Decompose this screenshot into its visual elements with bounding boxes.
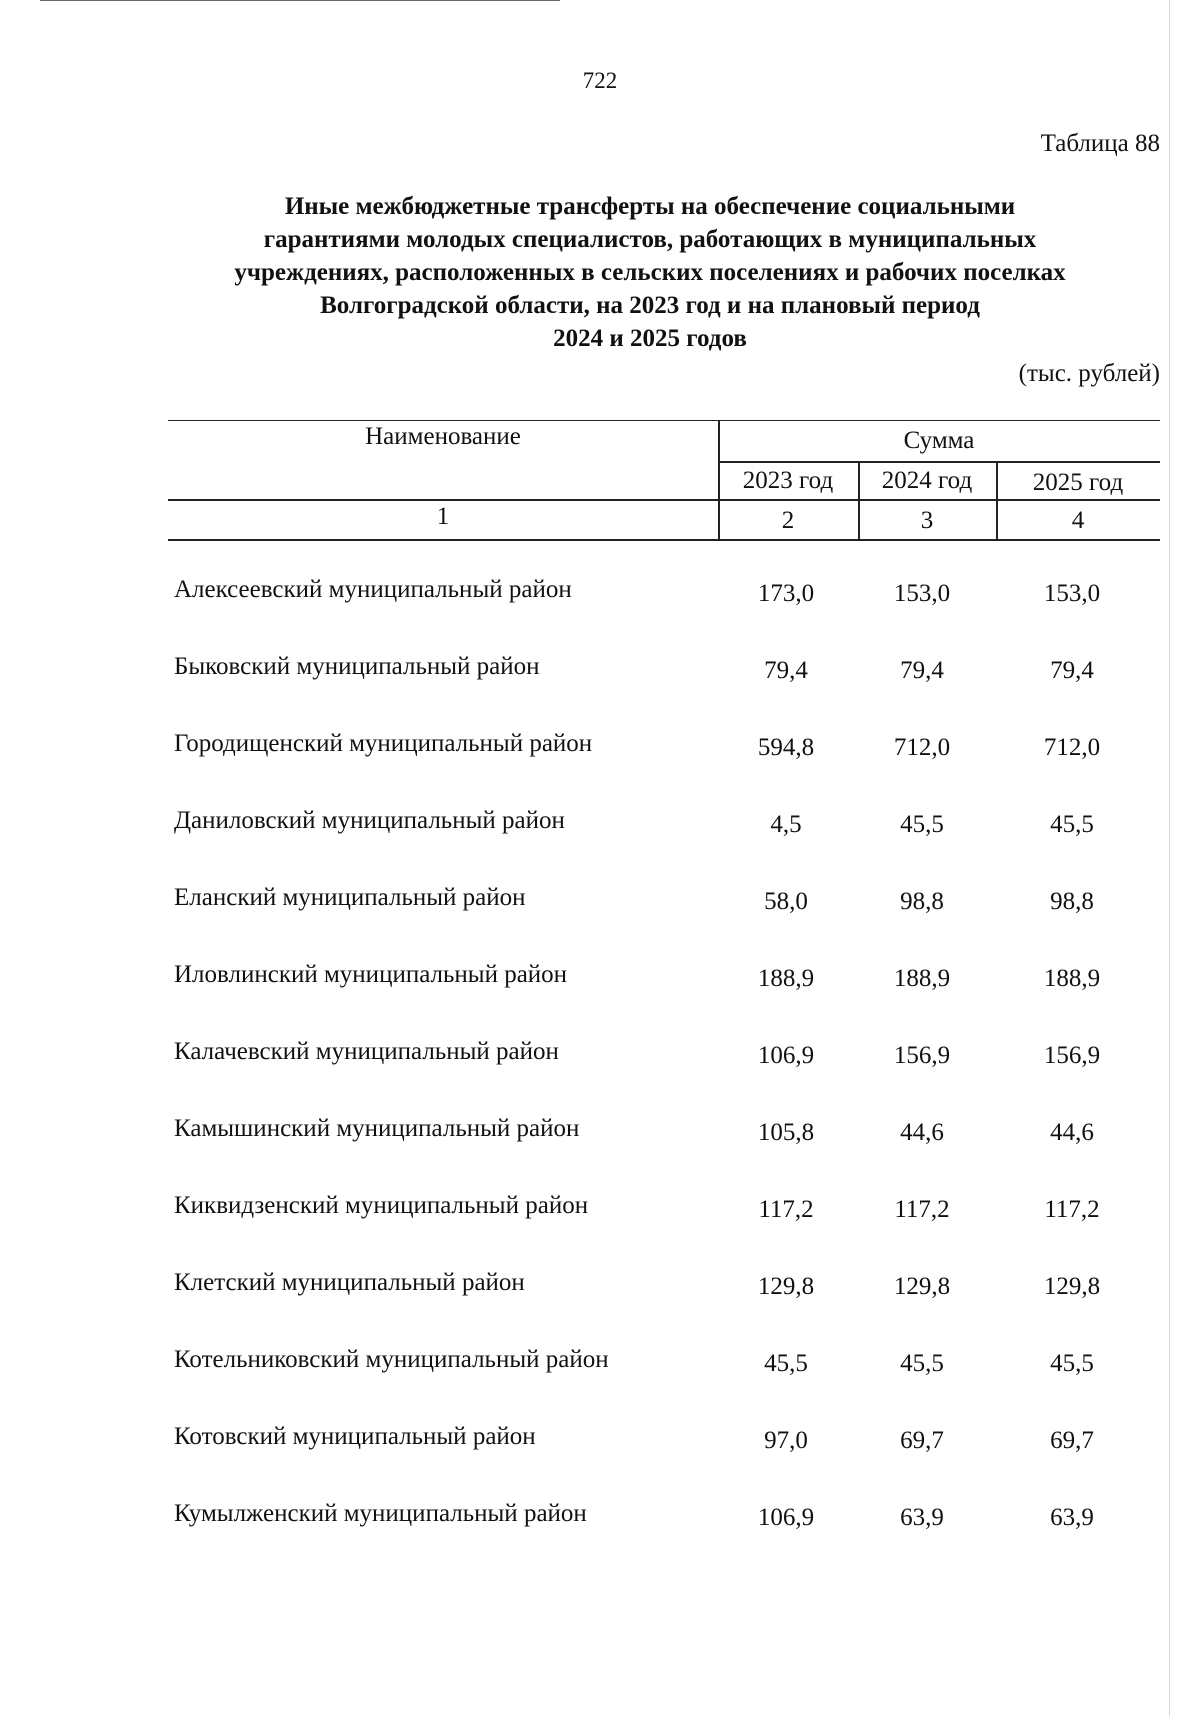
header-year-2023: 2023 год <box>742 467 834 494</box>
value-2025: 45,5 <box>1050 1350 1094 1377</box>
table-header <box>168 420 1160 541</box>
table-row <box>168 1484 1160 1561</box>
row-name: Быковский муниципальный район <box>174 653 540 680</box>
row-name: Кумылженский муниципальный район <box>174 1500 587 1527</box>
value-2023: 79,4 <box>764 657 808 684</box>
value-2023: 58,0 <box>764 888 808 915</box>
row-name: Алексеевский муниципальный район <box>174 576 572 603</box>
row-name: Еланский муниципальный район <box>174 884 526 911</box>
table-row <box>168 1176 1160 1253</box>
value-2023: 117,2 <box>758 1196 814 1223</box>
value-2023: 97,0 <box>764 1427 808 1454</box>
value-2025: 79,4 <box>1050 657 1094 684</box>
table-row <box>168 945 1160 1022</box>
value-2024: 712,0 <box>893 734 951 761</box>
row-name: Городищенский муниципальный район <box>174 730 593 757</box>
title-line: учреждениях, расположенных в сельских поселениях и рабочих поселках <box>234 259 1066 286</box>
table-row <box>168 1099 1160 1176</box>
value-2025: 117,2 <box>1044 1196 1100 1223</box>
value-2024: 156,9 <box>893 1042 951 1069</box>
unit-label: (тыс. рублей) <box>1018 360 1160 387</box>
table-label: Таблица 88 <box>1040 130 1160 157</box>
value-2025: 44,6 <box>1050 1119 1094 1146</box>
value-2025: 69,7 <box>1050 1427 1094 1454</box>
row-name: Клетский муниципальный район <box>174 1269 525 1296</box>
column-number-1: 1 <box>436 503 450 530</box>
table-row <box>168 791 1160 868</box>
value-2024: 129,8 <box>893 1273 951 1300</box>
value-2023: 129,8 <box>757 1273 815 1300</box>
value-2023: 45,5 <box>764 1350 808 1377</box>
row-name: Котельниковский муниципальный район <box>174 1346 609 1373</box>
row-name: Калачевский муниципальный район <box>174 1038 559 1065</box>
value-2025: 156,9 <box>1043 1042 1101 1069</box>
value-2024: 188,9 <box>893 965 951 992</box>
value-2025: 712,0 <box>1043 734 1101 761</box>
value-2025: 63,9 <box>1050 1504 1094 1531</box>
header-sum: Сумма <box>903 427 975 454</box>
column-number-4: 4 <box>1071 507 1085 534</box>
value-2023: 594,8 <box>757 734 815 761</box>
scan-top-edge <box>40 0 560 1</box>
table-row <box>168 714 1160 791</box>
value-2024: 79,4 <box>900 657 944 684</box>
value-2023: 188,9 <box>757 965 815 992</box>
row-name: Киквидзенский муниципальный район <box>174 1192 589 1219</box>
table-row <box>168 868 1160 945</box>
table-row <box>168 1407 1160 1484</box>
value-2025: 153,0 <box>1043 580 1101 607</box>
row-name: Даниловский муниципальный район <box>174 807 565 834</box>
header-divider <box>718 461 1160 463</box>
title-line: 2024 и 2025 годов <box>553 325 747 352</box>
column-number-2: 2 <box>781 507 795 534</box>
header-name: Наименование <box>365 423 521 450</box>
header-divider <box>168 499 1160 501</box>
title-line: гарантиями молодых специалистов, работающих в муниципальных <box>263 226 1037 253</box>
value-2024: 98,8 <box>900 888 944 915</box>
value-2024: 69,7 <box>900 1427 944 1454</box>
value-2023: 173,0 <box>757 580 815 607</box>
scan-right-edge <box>1169 0 1170 1716</box>
page-number: 722 <box>582 68 618 93</box>
value-2025: 188,9 <box>1043 965 1101 992</box>
value-2024: 44,6 <box>900 1119 944 1146</box>
header-year-2024: 2024 год <box>881 467 973 494</box>
row-name: Котовский муниципальный район <box>174 1423 536 1450</box>
value-2024: 45,5 <box>900 1350 944 1377</box>
table-body <box>168 560 1160 1561</box>
value-2023: 105,8 <box>757 1119 815 1146</box>
row-name: Иловлинский муниципальный район <box>174 961 568 988</box>
value-2024: 63,9 <box>900 1504 944 1531</box>
value-2025: 98,8 <box>1050 888 1094 915</box>
value-2023: 106,9 <box>757 1504 815 1531</box>
row-name: Камышинский муниципальный район <box>174 1115 580 1142</box>
value-2024: 153,0 <box>893 580 951 607</box>
document-title <box>150 190 1150 355</box>
table-row <box>168 637 1160 714</box>
table-row <box>168 1253 1160 1330</box>
title-line: Иные межбюджетные трансферты на обеспечение социальными <box>284 193 1016 220</box>
table-row <box>168 1330 1160 1407</box>
value-2025: 45,5 <box>1050 811 1094 838</box>
table-row <box>168 560 1160 637</box>
value-2024: 45,5 <box>900 811 944 838</box>
table-row <box>168 1022 1160 1099</box>
header-year-2025: 2025 год <box>1032 469 1124 496</box>
column-number-3: 3 <box>920 507 934 534</box>
title-line: Волгоградской области, на 2023 год и на плановый период <box>320 292 980 319</box>
value-2025: 129,8 <box>1043 1273 1101 1300</box>
value-2024: 117,2 <box>894 1196 950 1223</box>
value-2023: 4,5 <box>770 811 802 838</box>
value-2023: 106,9 <box>757 1042 815 1069</box>
